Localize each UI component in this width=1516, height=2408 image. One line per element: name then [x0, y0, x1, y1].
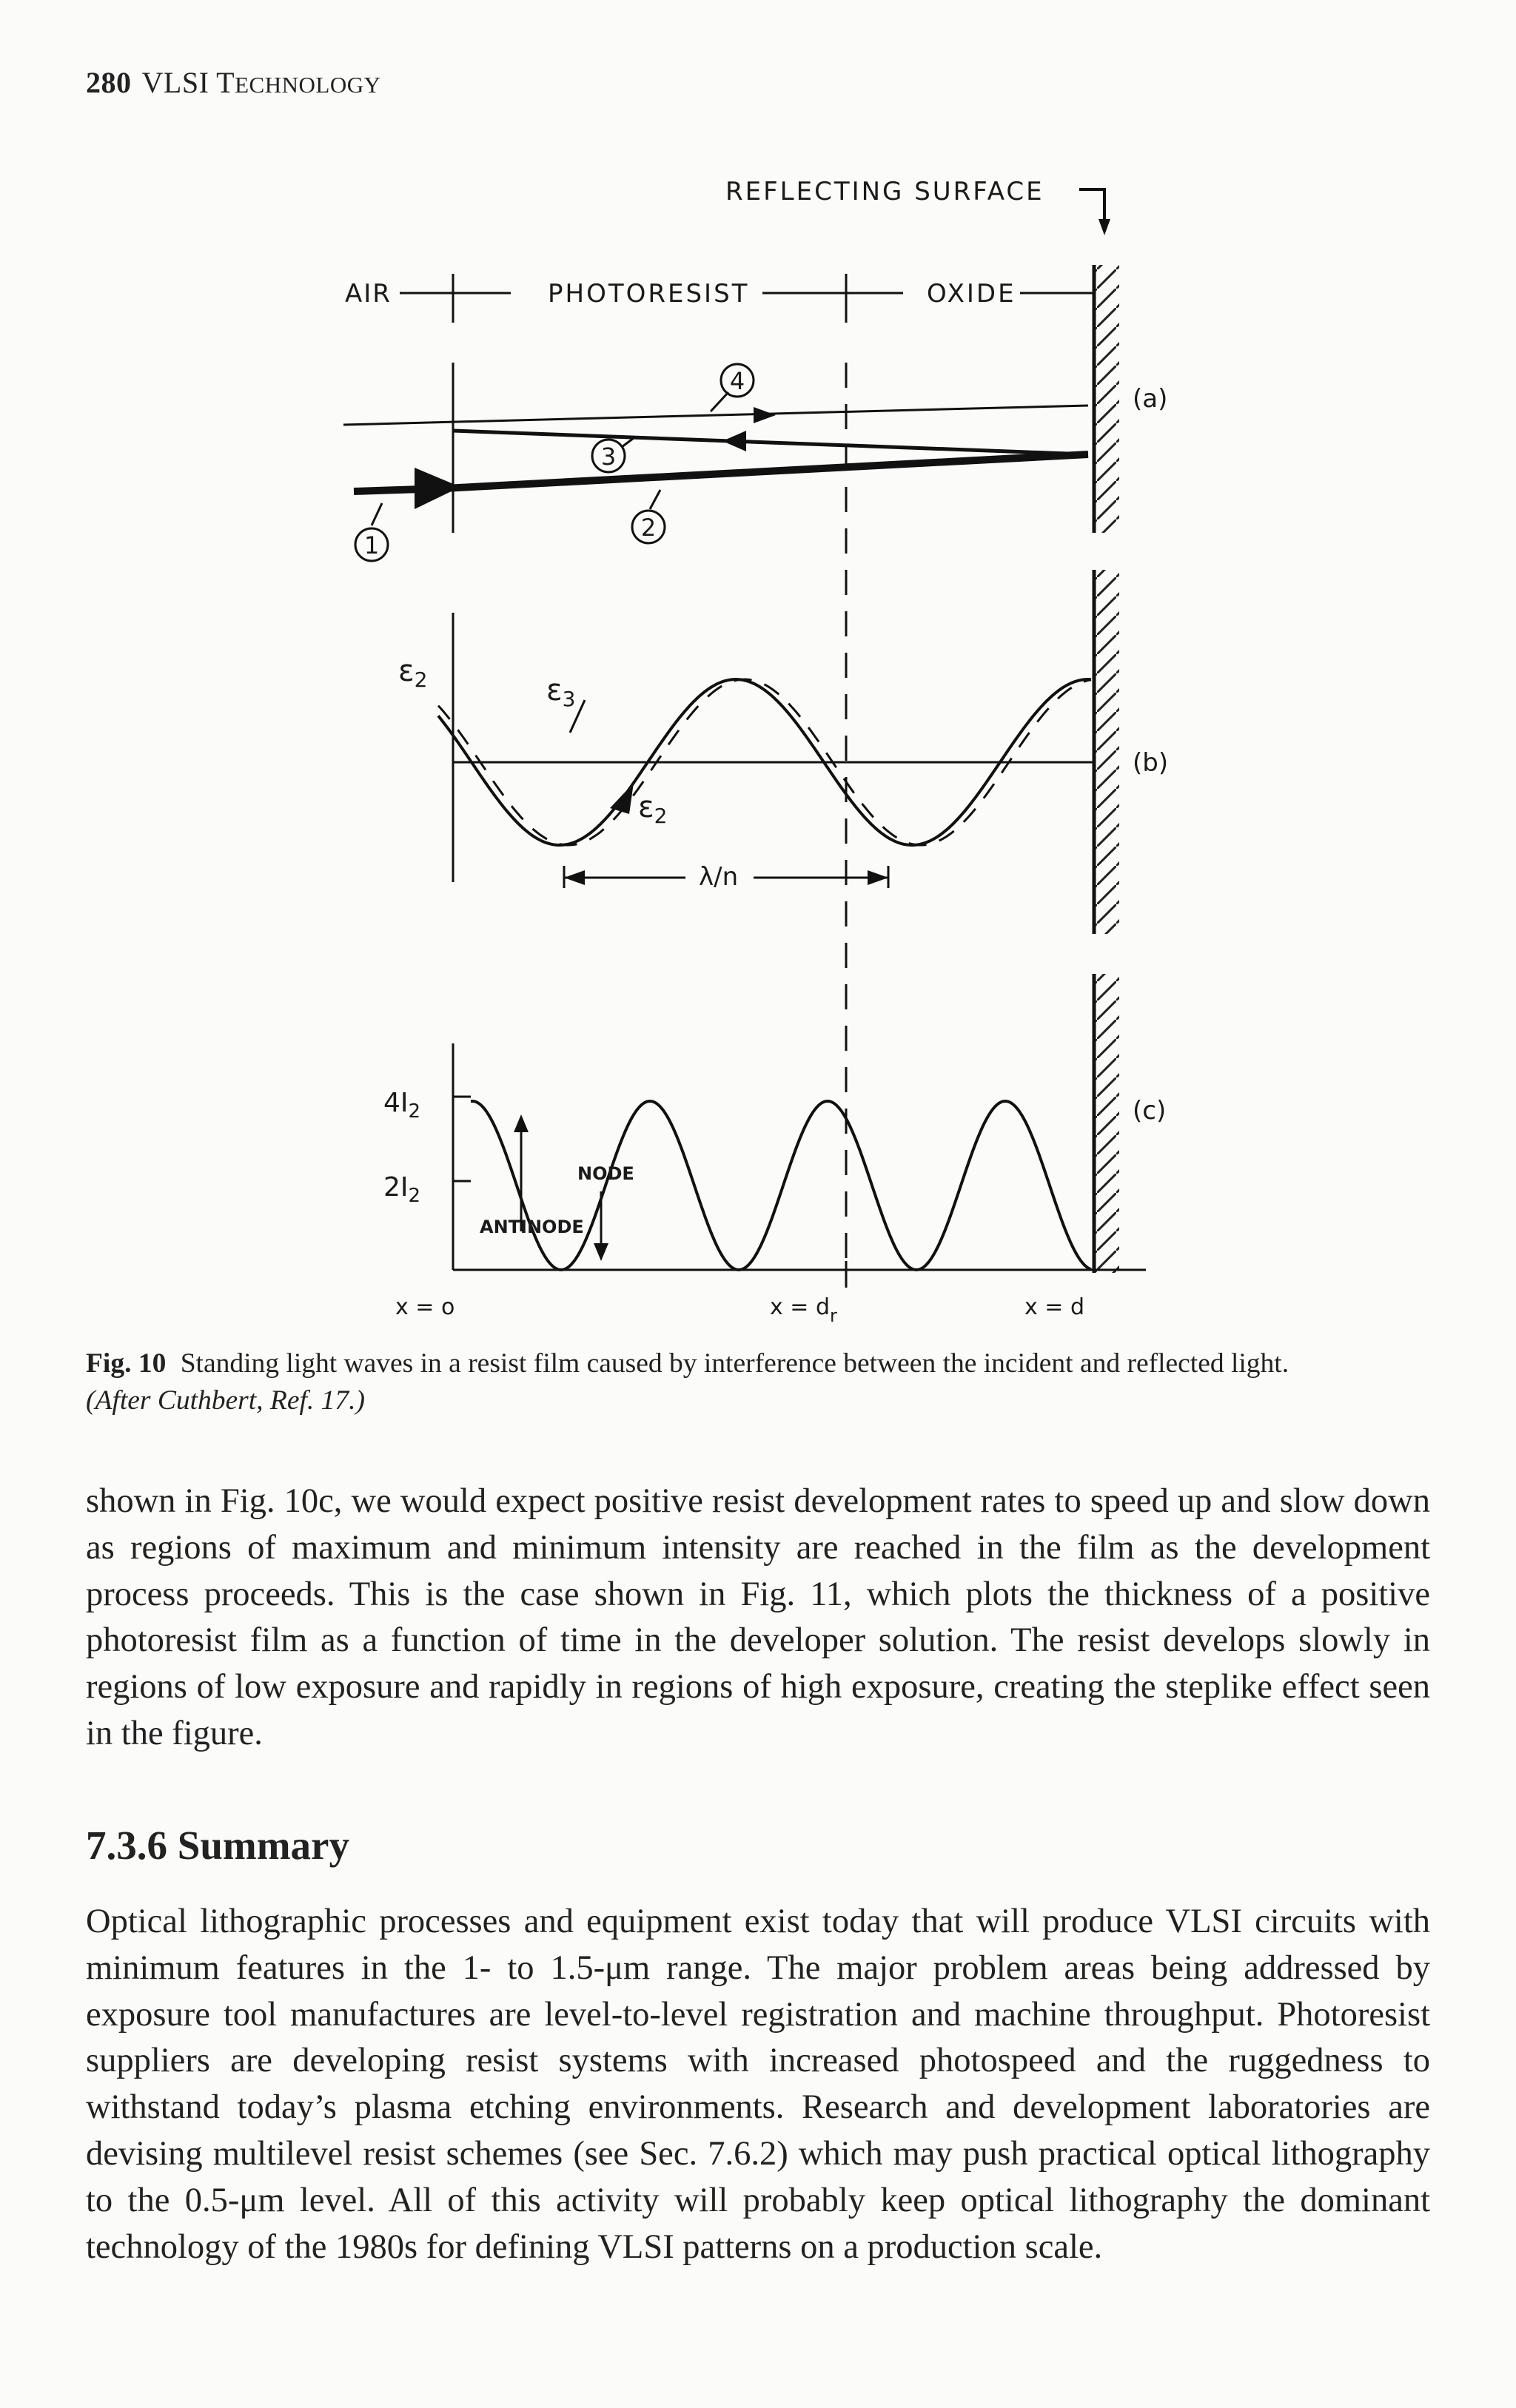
header-title-rest: ECHNOLOGY — [235, 72, 381, 98]
photoresist-label: PHOTORESIST — [548, 279, 750, 309]
level-4i2-label: $4I_2$ — [383, 1088, 421, 1123]
ray-2-marker — [632, 490, 665, 543]
antinode-label: ANTINODE — [480, 1217, 584, 1237]
reflecting-surface-a — [1094, 265, 1119, 533]
figure-caption — [86, 1345, 1433, 1419]
x-d-label: x = d — [1024, 1294, 1085, 1320]
reflected-ray-3 — [453, 431, 1088, 454]
section-heading: 7.3.6 Summary — [86, 1823, 349, 1868]
ray-1-marker — [355, 503, 388, 561]
x-dr-label: $x = d_r$ — [770, 1294, 837, 1326]
reflecting-surface-label: REFLECTING SURFACE — [725, 177, 1044, 206]
lambda-n-label: λ/n — [699, 862, 739, 892]
svg-text:1: 1 — [363, 531, 380, 559]
air-label: AIR — [345, 279, 392, 309]
incident-ray-1 — [354, 454, 1088, 491]
antinode-marker — [480, 1114, 584, 1237]
level-2i2-label: $2I_2$ — [383, 1172, 421, 1207]
caption-text: Standing light waves in a resist film caused by interference between the incident and reflected light. — [180, 1348, 1289, 1379]
reflecting-surface-b — [1094, 570, 1119, 934]
ray-3-marker — [592, 438, 634, 472]
svg-text:2: 2 — [640, 514, 657, 542]
e2-curve-label: $\varepsilon_2$ — [638, 790, 668, 828]
svg-text:4: 4 — [729, 367, 745, 395]
ray-4 — [343, 406, 1088, 425]
e2-left-label: $\varepsilon_2$ — [398, 654, 428, 692]
caption-attribution: (After Cuthbert, Ref. 17.) — [86, 1385, 366, 1416]
node-label: NODE — [577, 1163, 634, 1184]
header-title-prefix: VLSI T — [141, 66, 235, 99]
reflecting-surface-c — [1094, 974, 1119, 1273]
panel-b-label: (b) — [1133, 748, 1169, 778]
body-paragraph-2: Optical lithographic processes and equipment exist today that will produce VLSI circuits with minimum features in the 1- to 1.5-μm range. The major problem areas being addressed by exposure tool manufactures are level-to-level registration and machine throughput. Photoresist suppliers are developing resist systems with increased photospeed and the ruggedness to withstand today’s plasma etching environments. Research and development laboratories are devising multilevel resist schemes (see Sec. 7.6.2) which may push practical optical lithography to the 0.5-μm level. All of this activity will probably keep optical lithography the dominant technology of the 1980s for defining VLSI patterns on a production scale. — [86, 1903, 1430, 2266]
panel-a-label: (a) — [1133, 384, 1168, 414]
figure-label: Fig. 10 — [86, 1348, 167, 1379]
ray-4-arrowhead — [754, 407, 776, 423]
oxide-label: OXIDE — [927, 279, 1016, 309]
e3-label: $\varepsilon_3$ — [546, 673, 576, 711]
svg-text:3: 3 — [600, 443, 617, 471]
body-paragraph-1: shown in Fig. 10c, we would expect positive resist development rates to speed up and slow down as regions of maximum and minimum intensity are reached in the film as the development process proceeds. This is the case shown in Fig. 11, which plots the thickness of a positive photoresist film as a function of time in the developer solution. The resist develops slowly in regions of low exposure and rapidly in regions of high exposure, creating the steplike effect seen in the figure. — [86, 1482, 1430, 1752]
reflected-ray-arrowhead — [722, 431, 746, 451]
x-0-label: x = o — [395, 1294, 455, 1320]
ray-4-marker — [711, 364, 754, 411]
panel-c-label: (c) — [1133, 1096, 1167, 1126]
lambda-dimension — [564, 862, 888, 892]
intensity-curve — [471, 1101, 1091, 1270]
reflecting-surface-arrowhead — [1099, 219, 1110, 235]
node-marker — [577, 1163, 634, 1261]
page-number: 280 — [86, 66, 132, 99]
